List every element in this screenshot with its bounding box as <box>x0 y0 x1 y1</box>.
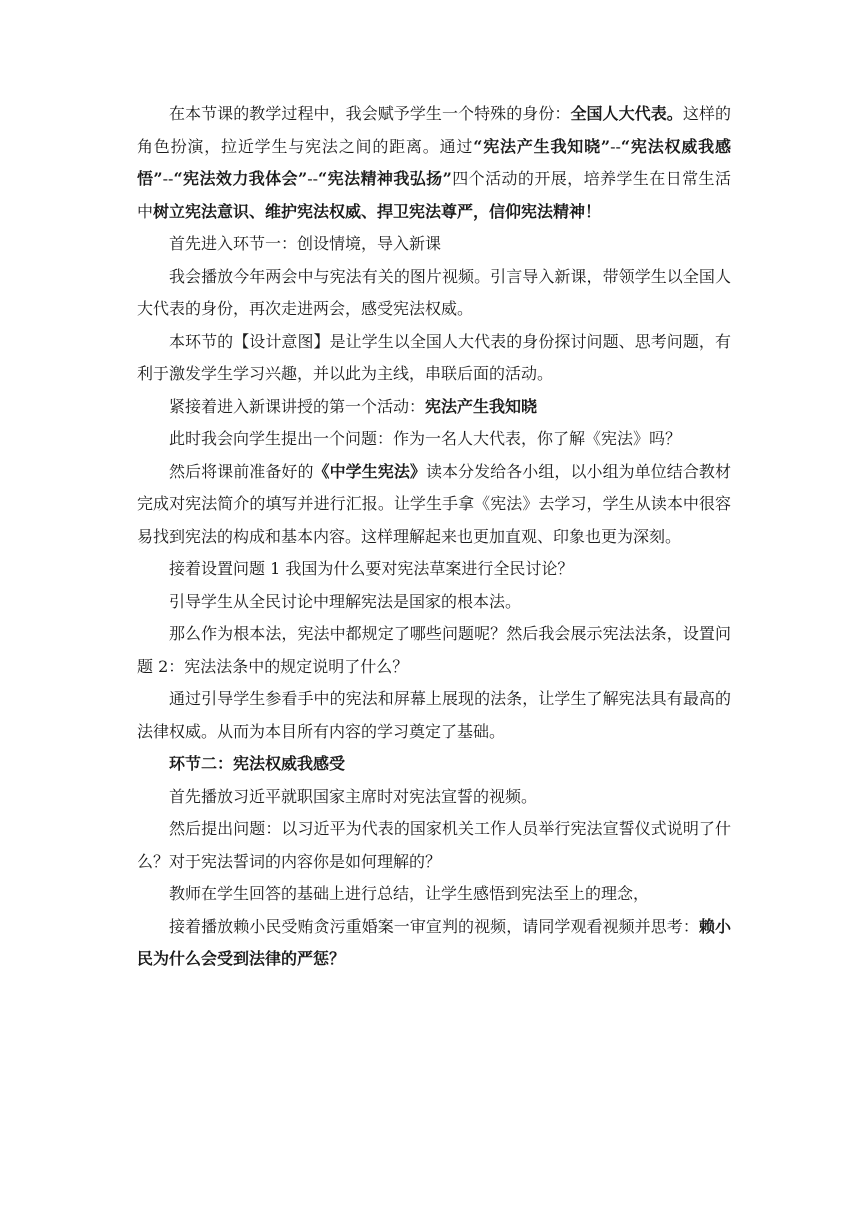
bold-text: “宪法效力我体会” <box>173 169 308 188</box>
paragraph <box>137 683 731 748</box>
text-run: 首先播放习近平就职国家主席时对宪法宣誓的视频。 <box>169 786 538 806</box>
bold-text: 树立宪法意识、维护宪法权威、捍卫宪法尊严，信仰宪法精神！ <box>153 201 602 221</box>
bold-text: 赖小民为什么会受到法律的严惩？ <box>137 916 731 968</box>
bold-text: “宪法精神我弘扬” <box>318 169 452 188</box>
text-run: 引导学生从全民讨论中理解宪法是国家的根本法。 <box>169 591 522 611</box>
text-run: -- <box>162 169 174 188</box>
bold-text: 《中学生宪法》 <box>313 461 426 481</box>
paragraph <box>137 326 731 391</box>
paragraph <box>137 261 731 326</box>
text-run: 在本节课的教学过程中，我会赋予学生一个特殊的身份： <box>169 104 571 123</box>
text-run: 四个活动的开展，培养学生在日常生活中 <box>137 169 731 221</box>
text-run: 接着设置问题 1 我国为什么要对宪法草案进行全民讨论？ <box>169 559 574 578</box>
bold-text: “宪法权威我感悟” <box>137 136 731 188</box>
document-body <box>137 98 731 976</box>
text-run: 那么作为根本法，宪法中都规定了哪些问题呢？然后我会展示宪法法条，设置问题 2：宪法法条中的规定说明了什么？ <box>137 624 731 676</box>
paragraph <box>137 911 731 976</box>
paragraph <box>137 423 731 456</box>
text-run: 我会播放今年两会中与宪法有关的图片视频。引言导入新课，带领学生以全国人大代表的身份，再次走进两会，感受宪法权威。 <box>137 266 731 318</box>
paragraph <box>137 781 731 814</box>
text-run: -- <box>610 136 621 156</box>
text-run: 接着播放赖小民受贿贪污重婚案一审宣判的视频，请同学观看视频并思考： <box>169 916 699 936</box>
paragraph <box>137 878 731 911</box>
paragraph <box>137 553 731 586</box>
paragraph <box>137 618 731 683</box>
paragraph <box>137 813 731 878</box>
text-run: 首先进入环节一：创设情境，导入新课 <box>169 234 442 253</box>
text-run: 这样的角色扮演，拉近学生与宪法之间的距离。通过 <box>137 104 731 156</box>
bold-text: 全国人大代表。 <box>570 104 683 123</box>
text-run: 通过引导学生参看手中的宪法和屏幕上展现的法条，让学生了解宪法具有最高的法律权威。从而为本目所有内容的学习奠定了基础。 <box>137 689 731 741</box>
bold-text: “宪法产生我知晓” <box>473 136 611 156</box>
text-run: 读本分发给各小组，以小组为单位结合教材完成对宪法简介的填写并进行汇报。让学生手拿《宪法》去学习，学生从读本中很容易找到宪法的构成和基本内容。这样理解起来也更加直观、印象也更为深刻。 <box>137 461 731 546</box>
text-run: 教师在学生回答的基础上进行总结，让学生感悟到宪法至上的理念， <box>169 884 650 903</box>
paragraph <box>137 391 731 424</box>
text-run: 本环节的【设计意图】是让学生以全国人大代表的身份探讨问题、思考问题，有利于激发学生学习兴趣，并以此为主线，串联后面的活动。 <box>137 331 731 383</box>
text-run: 紧接着进入新课讲授的第一个活动： <box>169 396 426 416</box>
paragraph <box>137 586 731 619</box>
text-run: -- <box>307 169 319 188</box>
paragraph <box>137 748 731 781</box>
text-run: 此时我会向学生提出一个问题：作为一名人大代表，你了解《宪法》吗？ <box>169 429 682 448</box>
text-run: 然后将课前准备好的 <box>169 461 314 481</box>
paragraph <box>137 228 731 261</box>
bold-text: 环节二：宪法权威我感受 <box>169 754 346 773</box>
bold-text: 宪法产生我知晓 <box>425 396 538 416</box>
paragraph <box>137 98 731 228</box>
text-run: 然后提出问题：以习近平为代表的国家机关工作人员举行宪法宣誓仪式说明了什么？对于宪法誓词的内容你是如何理解的？ <box>137 819 731 871</box>
paragraph <box>137 456 731 554</box>
